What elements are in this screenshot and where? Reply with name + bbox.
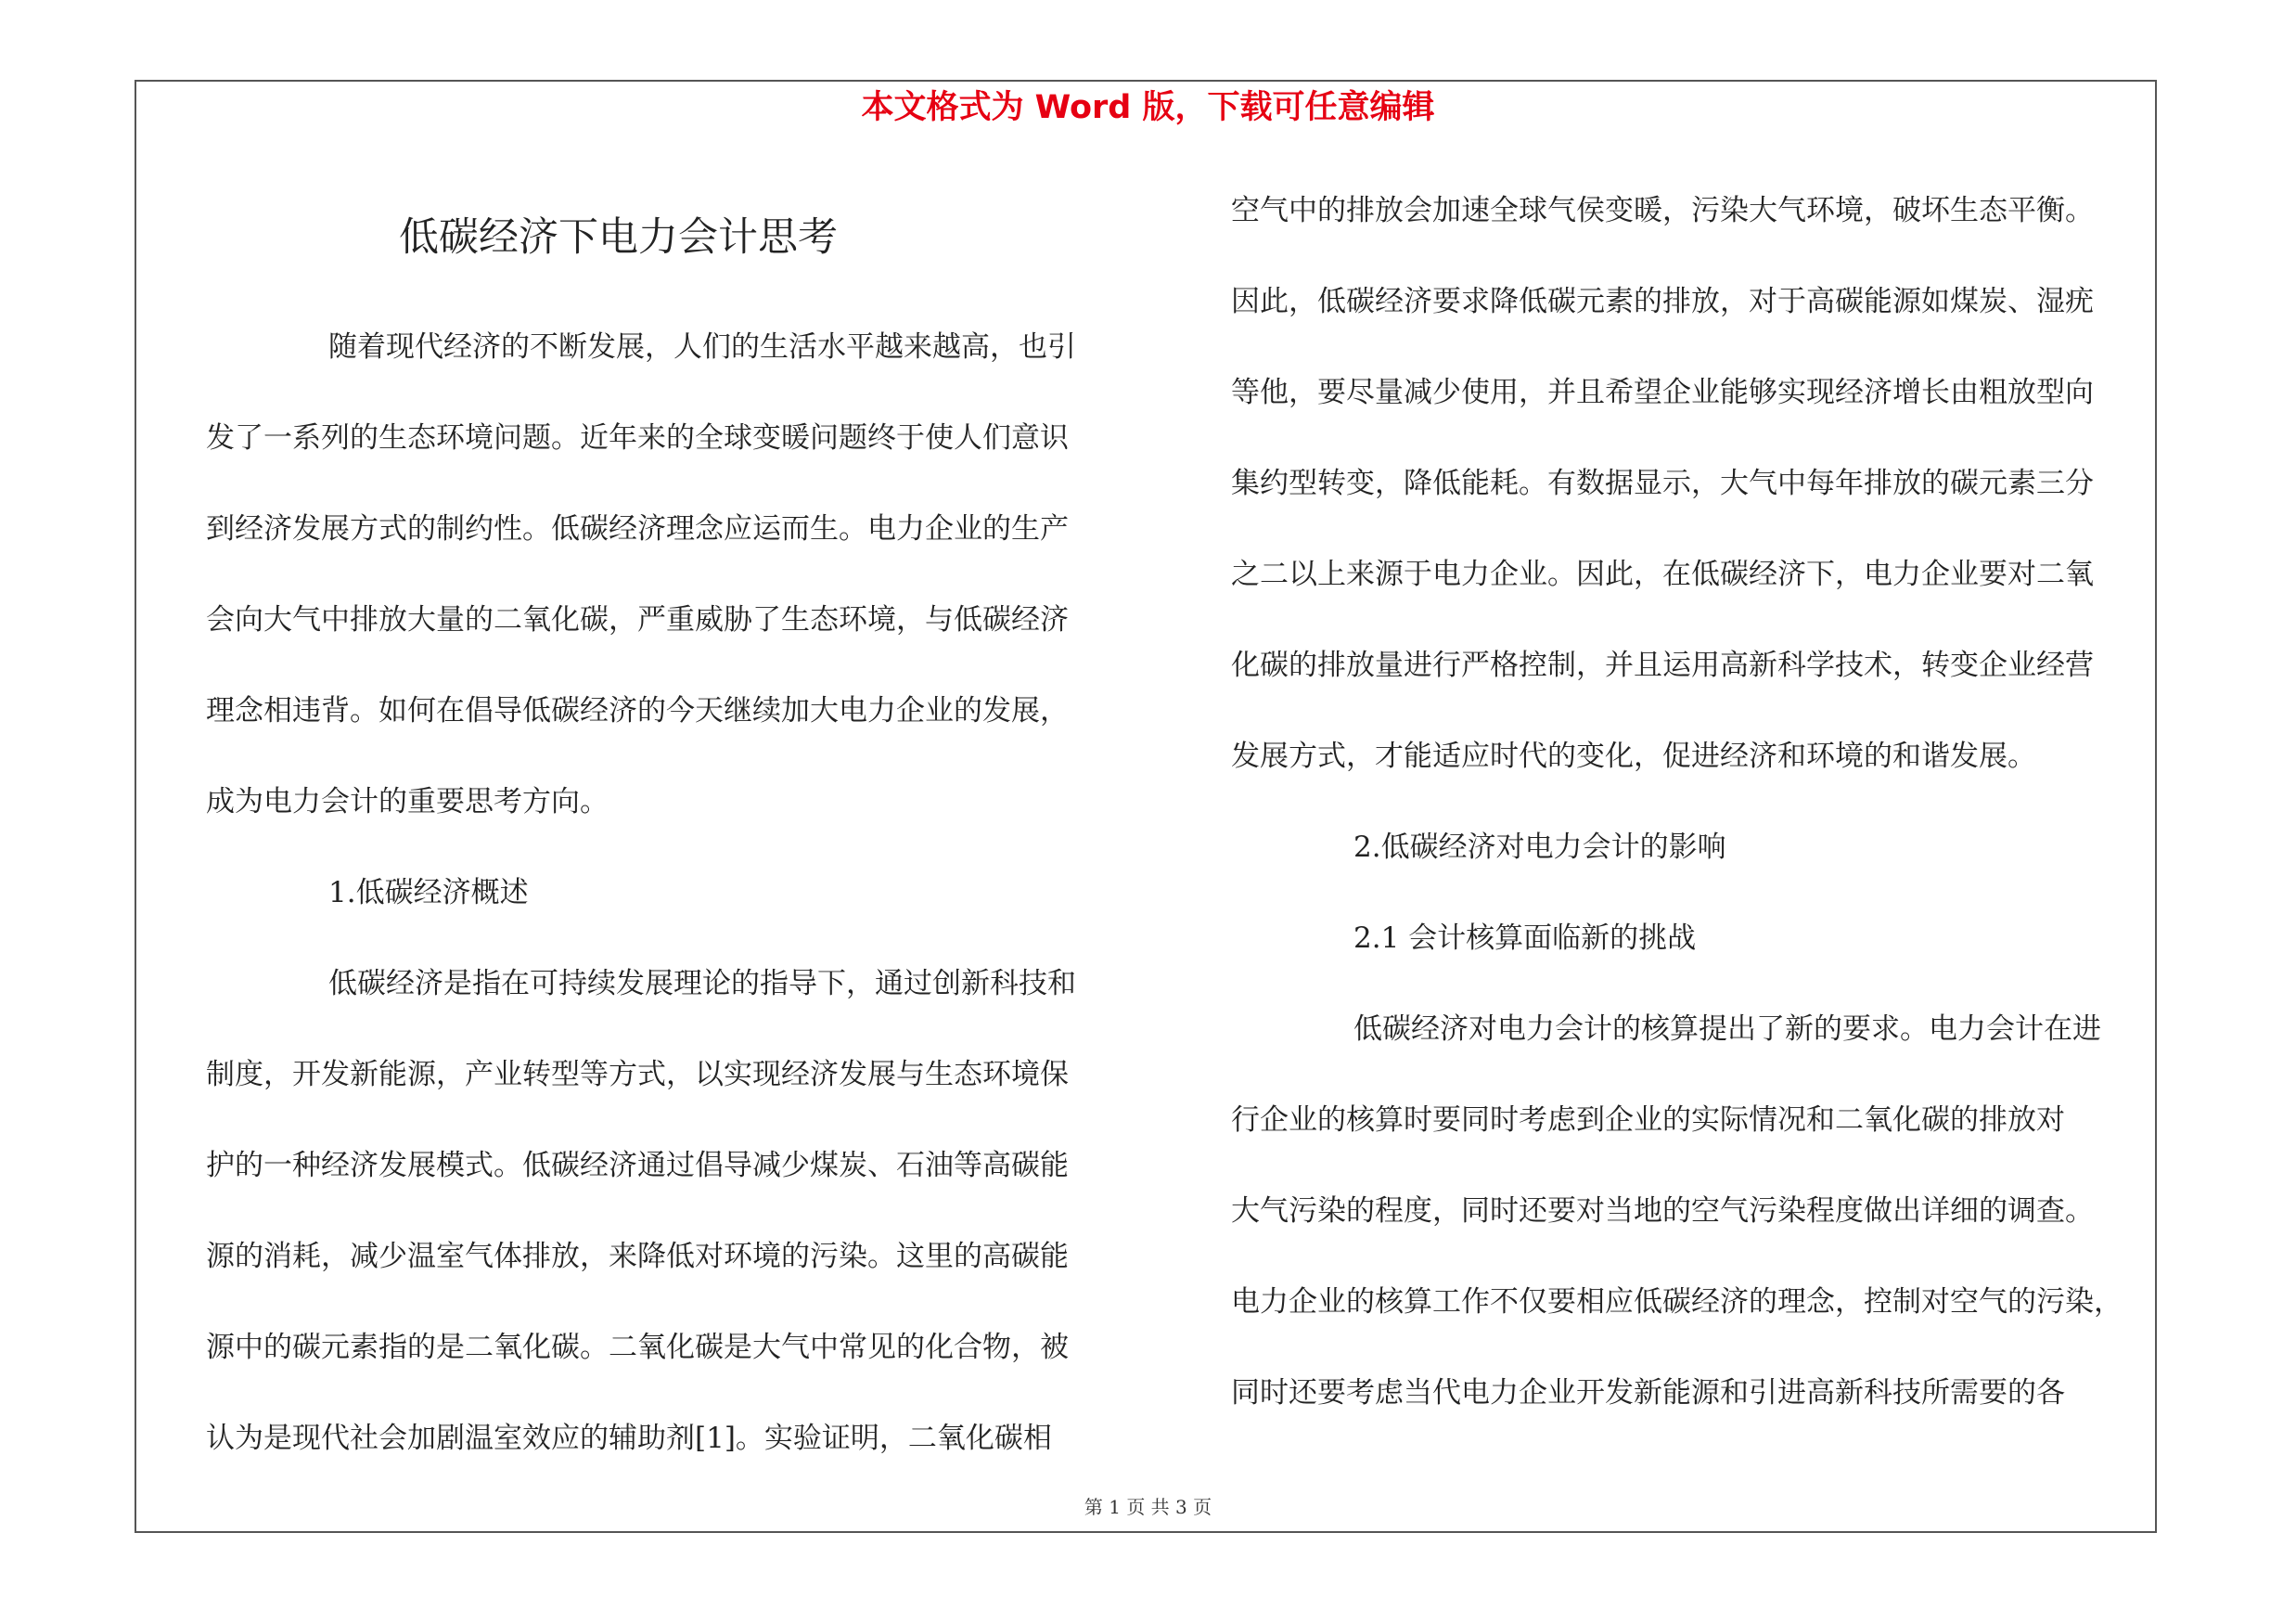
text-line: 发展方式，才能适应时代的变化，促进经济和环境的和谐发展。 [1231,740,2036,773]
text-line: 成为电力会计的重要思考方向。 [206,785,609,818]
page-number: 第 1 页 共 3 页 [1084,1496,1212,1518]
text-line: 空气中的排放会加速全球气侯变暖，污染大气环境，破坏生态平衡。 [1231,194,2094,227]
text-line: 护的一种经济发展模式。低碳经济通过倡导减少煤炭、石油等高碳能 [206,1149,1069,1182]
document-title: 低碳经济下电力会计思考 [399,214,838,261]
text-line: 认为是现代社会加剧温室效应的辅助剂[1]。实验证明，二氧化碳相 [206,1422,1052,1455]
text-line: 理念相违背。如何在倡导低碳经济的今天继续加大电力企业的发展， [206,694,1069,728]
text-line: 到经济发展方式的制约性。低碳经济理念应运而生。电力企业的生产 [206,512,1069,546]
subsection-heading: 2.1 会计核算面临新的挑战 [1353,921,1697,955]
text-line: 电力企业的核算工作不仅要相应低碳经济的理念，控制对空气的污染， [1231,1285,2123,1319]
text-line: 集约型转变，降低能耗。有数据显示，大气中每年排放的碳元素三分 [1231,467,2094,500]
text-line: 源中的碳元素指的是二氧化碳。二氧化碳是大气中常见的化合物，被 [206,1331,1069,1364]
text-line: 制度，开发新能源，产业转型等方式，以实现经济发展与生态环境保 [206,1058,1069,1091]
text-line: 会向大气中排放大量的二氧化碳，严重威胁了生态环境，与低碳经济 [206,603,1069,637]
format-banner: 本文格式为 Word 版，下载可任意编辑 [861,89,1435,126]
text-line: 因此，低碳经济要求降低碳元素的排放，对于高碳能源如煤炭、湿疣 [1231,285,2094,318]
text-line: 随着现代经济的不断发展，人们的生活水平越来越高，也引 [328,330,1076,364]
text-line: 发了一系列的生态环境问题。近年来的全球变暖问题终于使人们意识 [206,421,1069,455]
text-line: 低碳经济是指在可持续发展理论的指导下，通过创新科技和 [328,967,1076,1000]
text-line: 同时还要考虑当代电力企业开发新能源和引进高新科技所需要的各 [1231,1376,2065,1410]
text-line: 大气污染的程度，同时还要对当地的空气污染程度做出详细的调查。 [1231,1194,2094,1228]
text-line: 低碳经济对电力会计的核算提出了新的要求。电力会计在进 [1353,1012,2101,1046]
text-line: 化碳的排放量进行严格控制，并且运用高新科学技术，转变企业经营 [1231,649,2094,682]
text-line: 等他，要尽量减少使用，并且希望企业能够实现经济增长由粗放型向 [1231,376,2094,409]
text-line: 源的消耗，减少温室气体排放，来降低对环境的污染。这里的高碳能 [206,1240,1069,1273]
text-line: 行企业的核算时要同时考虑到企业的实际情况和二氧化碳的排放对 [1231,1103,2065,1137]
section-heading: 2.低碳经济对电力会计的影响 [1353,831,1726,864]
section-heading: 1.低碳经济概述 [328,876,529,909]
text-line: 之二以上来源于电力企业。因此，在低碳经济下，电力企业要对二氧 [1231,558,2094,591]
